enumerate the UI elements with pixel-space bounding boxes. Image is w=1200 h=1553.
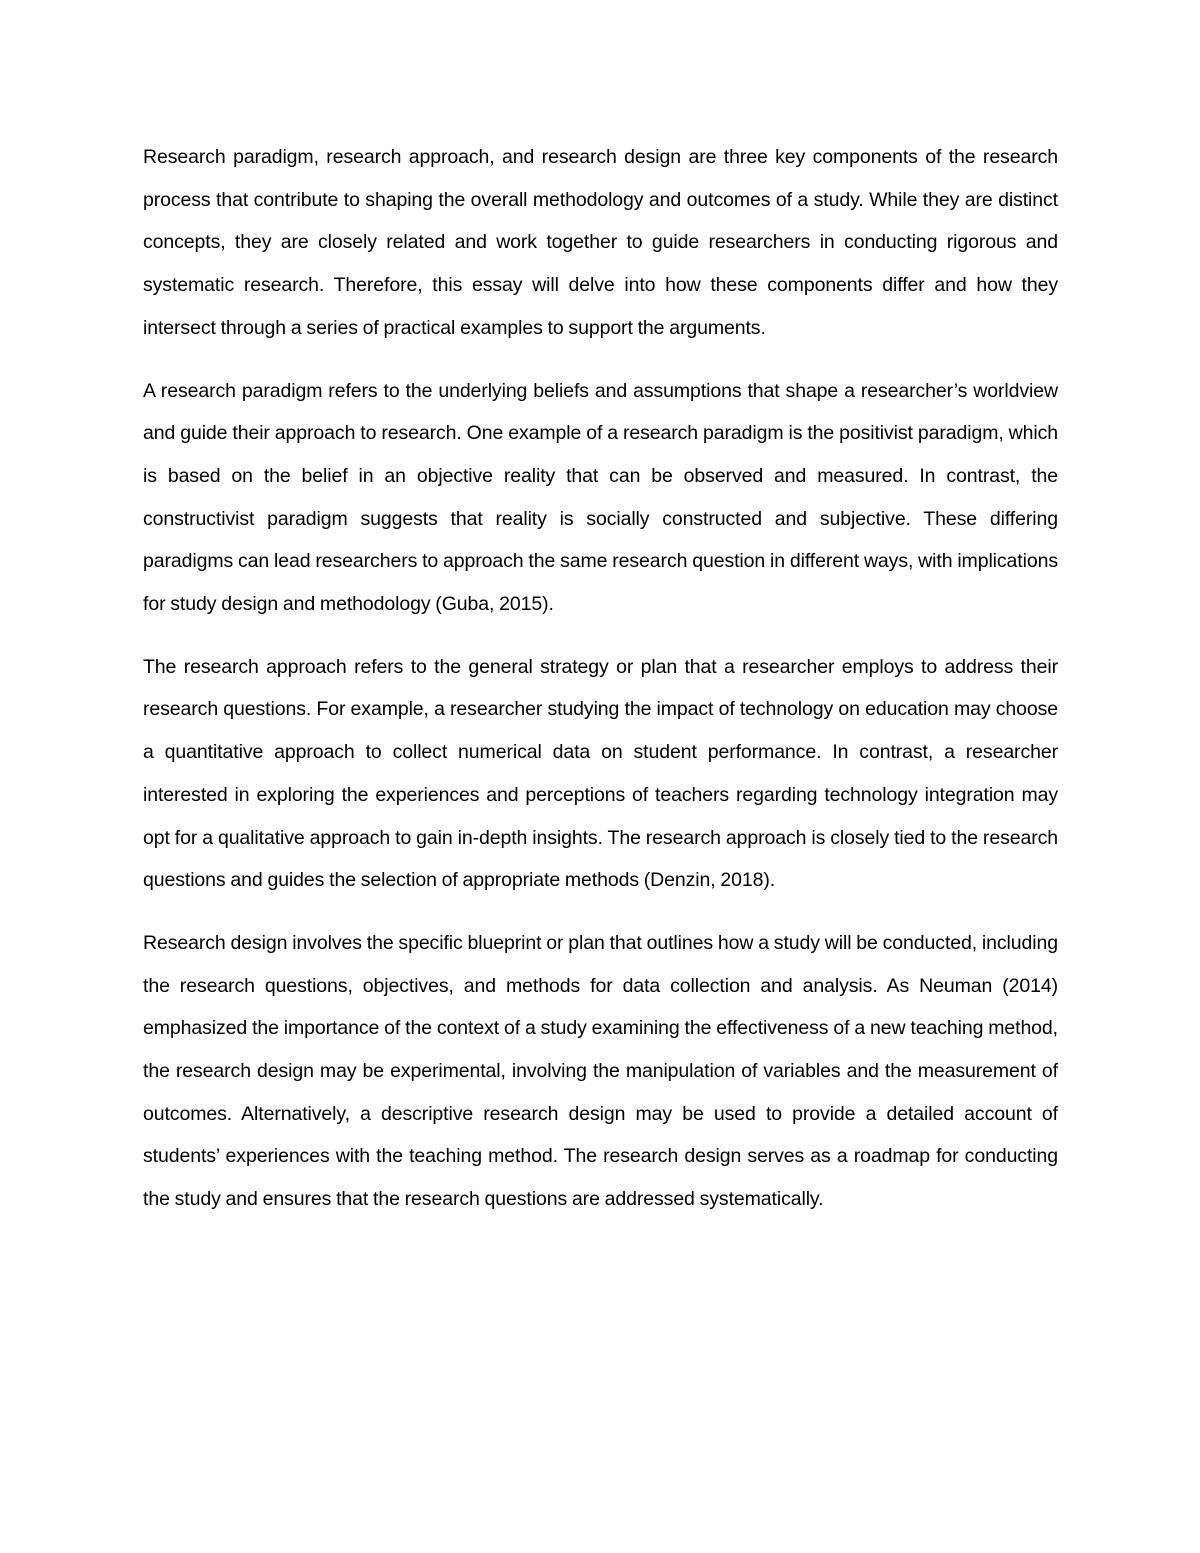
paragraph-research-paradigm: A research paradigm refers to the underlying beliefs and assumptions that shape a researcher’s worldview and guide their approach to research. One example of a research paradigm is the positivist paradigm, which is based on the belief in an objective reality that can be observed and measured. In contrast, the constructivist paradigm suggests that reality is socially constructed and subjective. These differing paradigms can lead researchers to approach the same research question in different ways, with implications for study design and methodology (Guba, 2015).	[143, 379, 1058, 616]
paragraph-research-design: Research design involves the specific blueprint or plan that outlines how a study will be conducted, including the research questions, objectives, and methods for data collection and analysis. As Neuman (2014) emphasized the importance of the context of a study examining the effectiveness of a new teaching method, the research design may be experimental, involving the manipulation of variables and the measurement of outcomes. Alternatively, a descriptive research design may be used to provide a detailed account of students’ experiences with the teaching method. The research design serves as a roadmap for conducting the study and ensures that the research questions are addressed systematically.	[143, 931, 1058, 1211]
paragraph-introduction: Research paradigm, research approach, and research design are three key components of the research process that contribute to shaping the overall methodology and outcomes of a study. While they are distinct concepts, they are closely related and work together to guide researchers in conducting rigorous and systematic research. Therefore, this essay will delve into how these components differ and how they intersect through a series of practical examples to support the arguments.	[143, 146, 1058, 339]
document-body	[143, 136, 1058, 1241]
paragraph-research-approach: The research approach refers to the general strategy or plan that a researcher employs to address their research questions. For example, a researcher studying the impact of technology on education may choose a quantitative approach to collect numerical data on student performance. In contrast, a researcher interested in exploring the experiences and perceptions of teachers regarding technology integration may opt for a qualitative approach to gain in-depth insights. The research approach is closely tied to the research questions and guides the selection of appropriate methods (Denzin, 2018).	[143, 655, 1058, 892]
